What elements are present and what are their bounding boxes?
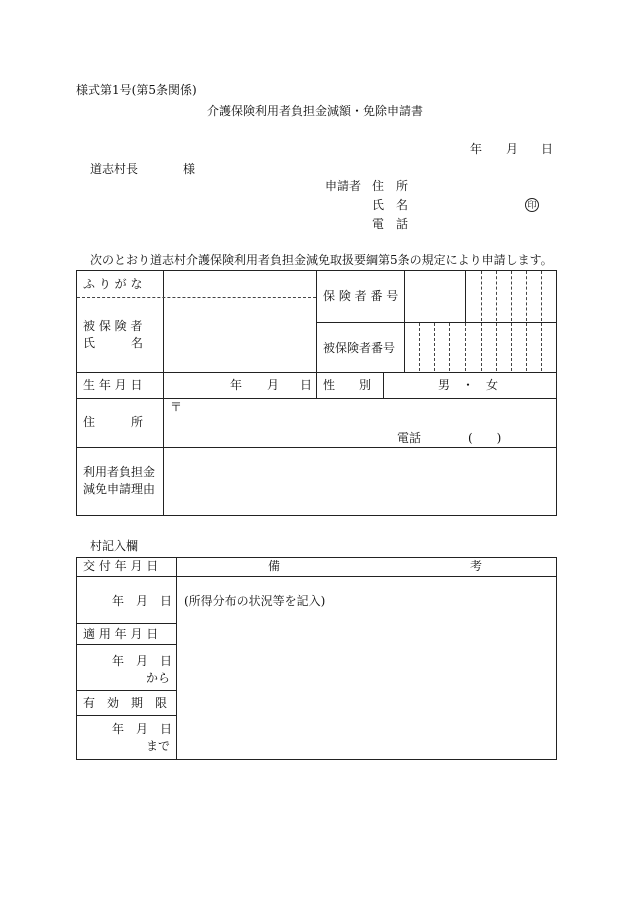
insured-label-line1: 被 保 険 者 <box>83 319 143 333</box>
birthdate-label: 生 年 月 日 <box>83 378 143 392</box>
phone-label: 電話 <box>397 431 422 445</box>
seal-mark: 印 <box>525 198 539 212</box>
issue-date-ymd: 年 月 日 <box>112 594 173 608</box>
date-day-label: 日 <box>541 142 554 156</box>
applicant-address-label: 住 所 <box>372 179 409 193</box>
birth-year-label: 年 <box>230 378 243 392</box>
sex-options: 男 ・ 女 <box>438 378 499 392</box>
applicant-label: 申請者 <box>325 179 362 193</box>
furigana-label: ふ り が な <box>83 277 143 291</box>
insurer-number-label: 保 険 者 番 号 <box>323 289 399 303</box>
remarks-label-right: 考 <box>470 559 483 573</box>
form-title: 介護保険利用者負担金減額・免除申請書 <box>207 104 424 118</box>
birth-month-label: 月 <box>267 378 280 392</box>
remarks-note: (所得分布の状況等を記入) <box>184 594 326 608</box>
village-section-title: 村記入欄 <box>90 539 139 553</box>
issue-date-label: 交 付 年 月 日 <box>83 559 159 573</box>
sex-label: 性 別 <box>323 378 372 392</box>
date-year-label: 年 <box>470 142 483 156</box>
applicant-phone-label: 電 話 <box>372 217 409 231</box>
addressee-name: 道志村長 <box>90 162 139 176</box>
intro-text: 次のとおり道志村介護保険利用者負担金減免取扱要綱第5条の規定により申請します。 <box>90 253 553 267</box>
insured-number-label: 被保険者番号 <box>323 341 396 355</box>
reason-label-line2: 減免申請理由 <box>83 482 156 496</box>
remarks-label-left: 備 <box>268 559 281 573</box>
validity-ymd: 年 月 日 <box>112 722 173 736</box>
validity-label: 有 効 期 限 <box>83 696 168 710</box>
insured-label-line2: 氏 名 <box>83 336 144 350</box>
applicant-name-label: 氏 名 <box>372 198 409 212</box>
apply-from-label: から <box>146 671 171 685</box>
apply-date-ymd: 年 月 日 <box>112 654 173 668</box>
birth-day-label: 日 <box>300 378 313 392</box>
postal-mark: 〒 <box>170 400 183 414</box>
phone-parentheses: ( ) <box>468 431 502 445</box>
address-label: 住 所 <box>83 415 144 429</box>
apply-date-label: 適 用 年 月 日 <box>83 627 159 641</box>
date-month-label: 月 <box>506 142 519 156</box>
validity-until-label: まで <box>146 739 171 753</box>
reason-label-line1: 利用者負担金 <box>83 465 156 479</box>
addressee-honorific: 様 <box>183 162 196 176</box>
form-number: 様式第1号(第5条関係) <box>76 83 197 97</box>
